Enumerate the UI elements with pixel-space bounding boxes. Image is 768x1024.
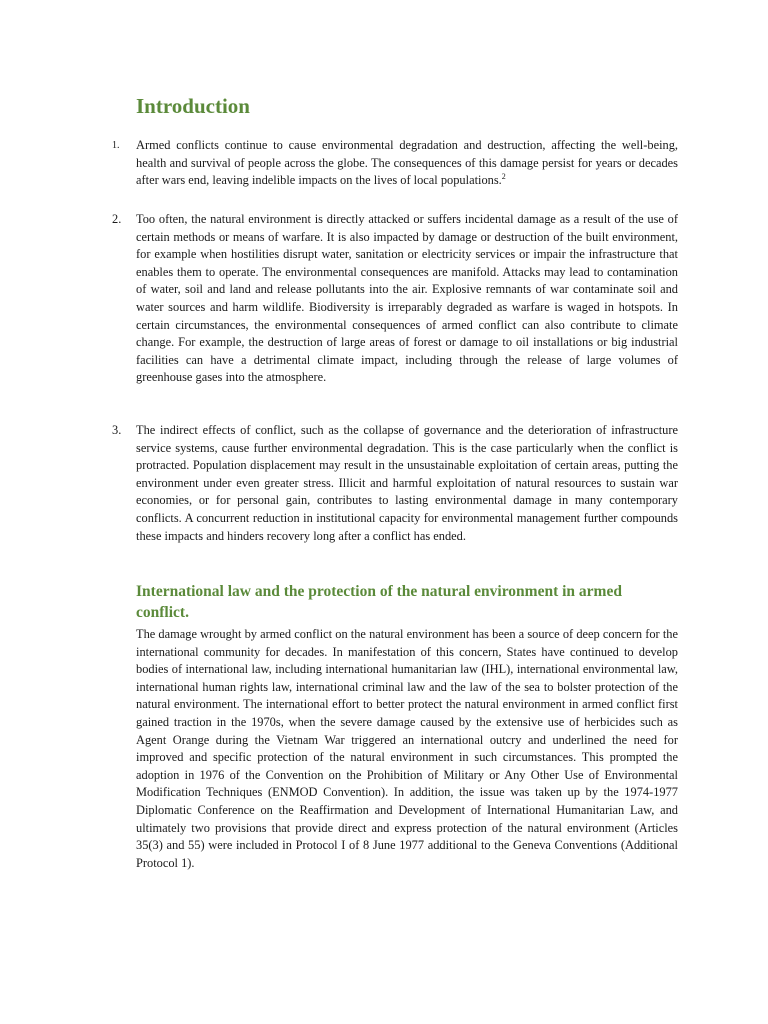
paragraph-1-text: Armed conflicts continue to cause environmental degradation and destruction, affecting the well-being, health and survival of people across the globe. The consequences of this damage persist for years or decades after wars end, leaving indelible impacts on the lives of local populations. bbox=[136, 138, 678, 188]
section-heading bbox=[136, 581, 678, 623]
paragraph-1 bbox=[136, 137, 678, 190]
paragraph-2: Too often, the natural environment is directly attacked or suffers incidental damage as a result of the use of certain methods or means of warfare. It is also impacted by damage or destruction of the built environment, for example when hostilities disrupt water, sanitation or electricity services or impair the infrastructure that enables them to operate. The environmental consequences are manifold. Attacks may lead to contamination of water, soil and land and release pollutants into the air. Explosive remnants of war contaminate soil and water sources and harm wildlife. Biodiversity is irreparably degraded as warfare is waged in hotspots. In certain circumstances, the environmental consequences of armed conflict can also contribute to climate change. For example, the destruction of large areas of forest or damage to oil installations or big industrial facilities can have a detrimental climate impact, including through the release of large volumes of greenhouse gases into the atmosphere. bbox=[136, 212, 678, 385]
footnote-marker: 2 bbox=[501, 172, 506, 182]
page-title: Introduction bbox=[136, 94, 250, 118]
paragraph-2-number: 2. bbox=[112, 212, 122, 226]
section-body: The damage wrought by armed conflict on the natural environment has been a source of deep concern for the international community for decades. In manifestation of this concern, States have continued to develop bodies of international law, including international humanitarian law (IHL), international environmental law, international human rights law, international criminal law and the law of the sea to bolster protection of the natural environment. The international effort to better protect the natural environment in armed conflict first gained traction in the 1970s, when the severe damage caused by the extensive use of herbicides such as Agent Orange during the Vietnam War triggered an international outcry and underlined the need for improved and specific protection of the natural environment in such circumstances. This prompted the adoption in 1976 of the Convention on the Prohibition of Military or Any Other Use of Environmental Modification Techniques (ENMOD Convention). In addition, the issue was taken up by the 1974-1977 Diplomatic Conference on the Reaffirmation and Development of International Humanitarian Law, and ultimately two provisions that provide direct and express protection of the natural environment (Articles 35(3) and 55) were included in Protocol I of 8 June 1977 additional to the Geneva Conventions (Additional Protocol 1). bbox=[136, 627, 678, 870]
section-heading-period: . bbox=[185, 604, 189, 621]
paragraph-1-number: 1. bbox=[112, 140, 120, 151]
section-heading-text: International law and the protection of the natural environment in armed conflict bbox=[136, 583, 622, 621]
paragraph-3-number: 3. bbox=[112, 423, 122, 437]
paragraph-3: The indirect effects of conflict, such as the collapse of governance and the deterioration of infrastructure service systems, cause further environmental degradation. This is the case particularly when the conflict is protracted. Population displacement may result in the unsustainable exploitation of certain areas, putting the environment under even greater stress. Illicit and harmful exploitation of natural resources to sustain war economies, or for personal gain, contributes to lasting environmental damage in many contemporary conflicts. A concurrent reduction in institutional capacity for environmental management further compounds these impacts and hinders recovery long after a conflict has ended. bbox=[136, 423, 678, 543]
